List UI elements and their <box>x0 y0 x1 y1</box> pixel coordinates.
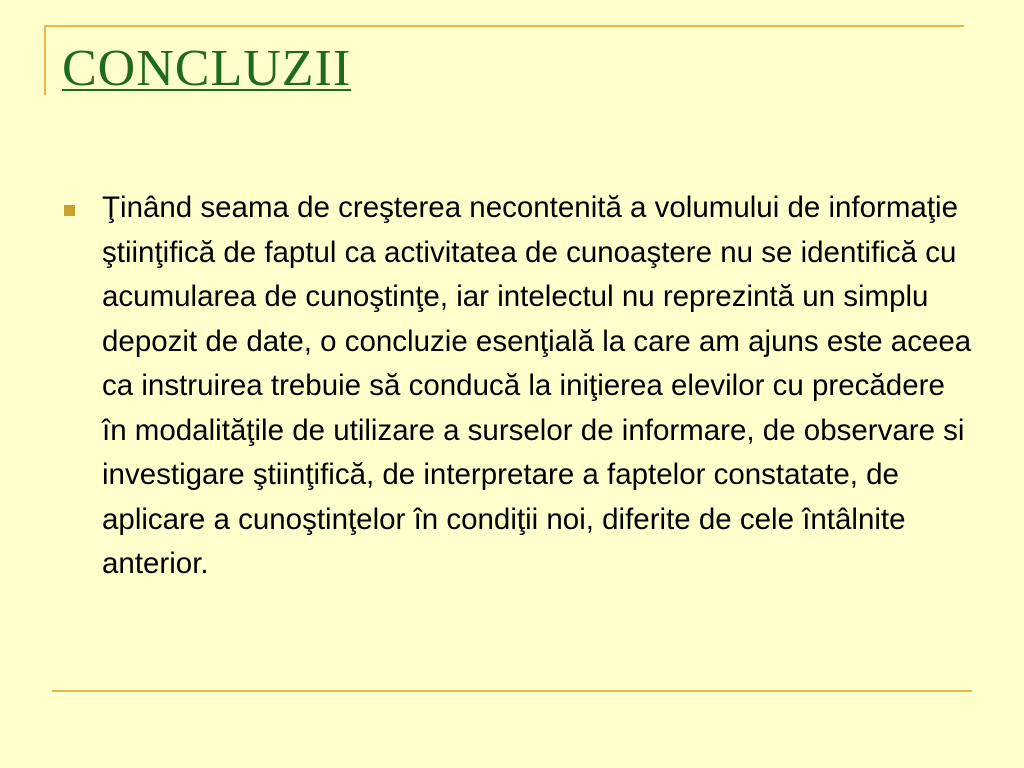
slide-title: CONCLUZII <box>62 40 352 97</box>
bottom-divider-line <box>52 690 972 692</box>
square-bullet-icon <box>64 205 75 216</box>
top-divider-line <box>44 25 964 27</box>
bullet-item <box>62 186 972 587</box>
left-divider-line <box>44 25 46 95</box>
slide-content <box>62 186 972 587</box>
bullet-text: Ţinând seama de creşterea necontenită a volumului de informaţie ştiinţifică de faptul ca activitatea de cunoaştere nu se identifică cu acumularea de cunoştinţe, iar intelectul nu reprezintă un simplu depozit de date, o concluzie esenţială la care am ajuns este aceea ca instruirea trebuie să conducă la iniţierea elevilor cu precădere în modalităţile de utilizare a surselor de informare, de observare si investigare ştiinţifică, de interpretare a faptelor constatate, de aplicare a cunoştinţelor în condiţii noi, diferite de cele întâlnite anterior. <box>102 191 972 580</box>
